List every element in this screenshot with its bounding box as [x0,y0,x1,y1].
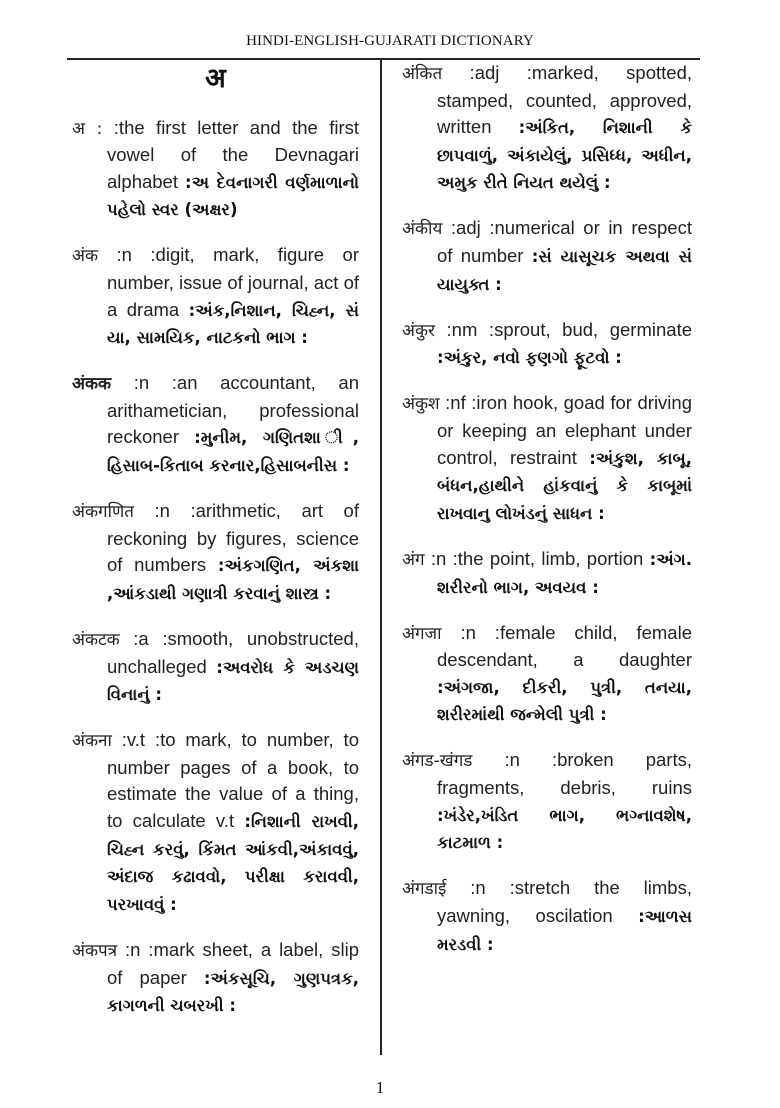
dictionary-entry [402,546,692,601]
gujarati-definition: :આળસ મરડવી : [437,906,692,954]
dictionary-entry [402,875,692,958]
english-definition: :n :broken parts, fragments, debris, ruins [437,749,692,799]
dictionary-entry [72,937,359,1020]
dictionary-entry [72,242,359,351]
gujarati-definition: :અંકિત, નિશાની કે છાપવાળું, અંકાયેલું, પ્રસિધ્ધ, અધીન, અમુક રીતે નિયત થયેલું : [437,118,692,193]
headword: अंकीय [402,219,443,240]
english-definition: :nm :sprout, bud, germinate [435,318,692,340]
right-column [402,60,692,975]
page-number: 1 [375,1078,385,1097]
headword: अंगजा [402,623,442,644]
english-definition: :adj :numerical or in respect of number [437,217,692,267]
headword: अंकगणित [72,502,134,523]
headword: अंकुश [402,394,440,415]
english-definition: :n :stretch the limbs, yawning, oscilation [437,877,692,926]
dictionary-entry [72,626,359,709]
dictionary-entry [72,115,359,224]
dictionary-entry [72,498,359,607]
gujarati-definition: :મુનીમ, ગણિતશા ી, હિસાબ-કિતાબ કરનાર,હિસાબનીસ : [107,428,359,476]
gujarati-definition: :અંગ. શરીરનો ભાગ, અવયવ : [437,549,692,597]
gujarati-definition: :અ દેવનાગરી વર્ણમાળાનો પહેલો સ્વર (અક્ષર) [107,172,359,220]
english-definition: :n :digit, mark, figure or number, issue of journal, act of a drama [98,244,359,320]
gujarati-definition: :અંકગણિત, અંકશા ,આંકડાથી ગણાત્રી કરવાનું શાસ્ત્ર : [107,556,360,603]
english-definition: :n :an accountant, an arithametician, professional reckoner [107,372,359,448]
running-title: HINDI-ENGLISH-GUJARATI DICTIONARY [246,33,534,49]
english-definition: :n :mark sheet, a label, slip of paper [107,938,359,988]
english-definition: :a :smooth, unobstructed, unchalleged [107,628,359,677]
gujarati-definition: :અંકુશ, કાબૂ, બંધન,હાથીને હાંકવાનું કે કાબૂમાં રાખવાનુ લોખંડનું સાધન : [437,448,692,523]
headword: अंगड-खंगड [402,751,473,772]
dictionary-entry [72,370,359,479]
english-definition: :n :the point, limb, portion [424,547,650,569]
headword: अंकक [72,374,112,395]
dictionary-entry [402,747,692,856]
dictionary-entry [402,620,692,729]
gujarati-definition: :નિશાની રાખવી, ચિહ્ન કરવું, કિંમત આંકવી,અંકાવવું, અંદાજ કઢાવવો, પરીક્ષા કરાવવી, પરખાવવું : [107,812,359,914]
dictionary-entry [402,60,692,197]
column-divider [380,60,382,1055]
gujarati-definition: :અંક,નિશાન, ચિહ્ન, સં યા, સામયિક, નાટકનો ભાગ : [107,300,359,348]
english-definition: :adj :marked, spotted, stamped, counted, approved, written [437,62,692,138]
gujarati-definition: :અંકસૂચિ, ગુણપત્રક, કાગળની ચબરખી : [107,968,359,1016]
headword: अ : [72,118,103,139]
english-definition: :the first letter and the first vowel of the Devnagari alphabet [102,116,359,192]
dictionary-entry [402,215,692,298]
english-definition: :v.t :to mark, to number, to number pages of a book, to estimate the value of a thing, to calculate v.t [107,729,359,832]
headword: अंकित [402,64,443,84]
english-definition: :nf :iron hook, goad for driving or keeping an elephant under control, restraint [437,392,692,468]
headword: अंक [72,246,99,267]
letter-heading: अ [205,63,226,94]
dictionary-entry [72,727,359,918]
headword: अंकना [72,731,112,752]
headword: अंगडाई [402,879,447,900]
dictionary-entry [402,317,692,372]
english-definition: :n :female child, female descendant, a daughter [437,621,692,671]
gujarati-definition: :ખંડેર,ખંડિત ભાગ, ભગ્નાવશેષ, કાટમાળ : [437,805,692,853]
gujarati-definition: :અંકુર, નવો ફણગો ફૂટવો : [437,348,622,368]
gujarati-definition: :સં યાસૂચક અથવા સં યાયુક્ત : [437,247,693,294]
left-column [72,60,359,1037]
gujarati-definition: :અંગજા, દીકરી, પુત્રી, તનયા, શરીરમાંથી જન્મેલી પુત્રી : [437,677,692,725]
headword: अंकुर [402,320,435,341]
headword: अंकटक [72,630,120,650]
dictionary-entry [402,390,692,527]
english-definition: :n :arithmetic, art of reckoning by figures, science of numbers [107,500,359,576]
headword: अंकपत्र [72,940,118,961]
gujarati-definition: :અવરોધ કે અડચણ વિનાનું : [107,657,359,705]
headword: अंग [402,549,425,570]
